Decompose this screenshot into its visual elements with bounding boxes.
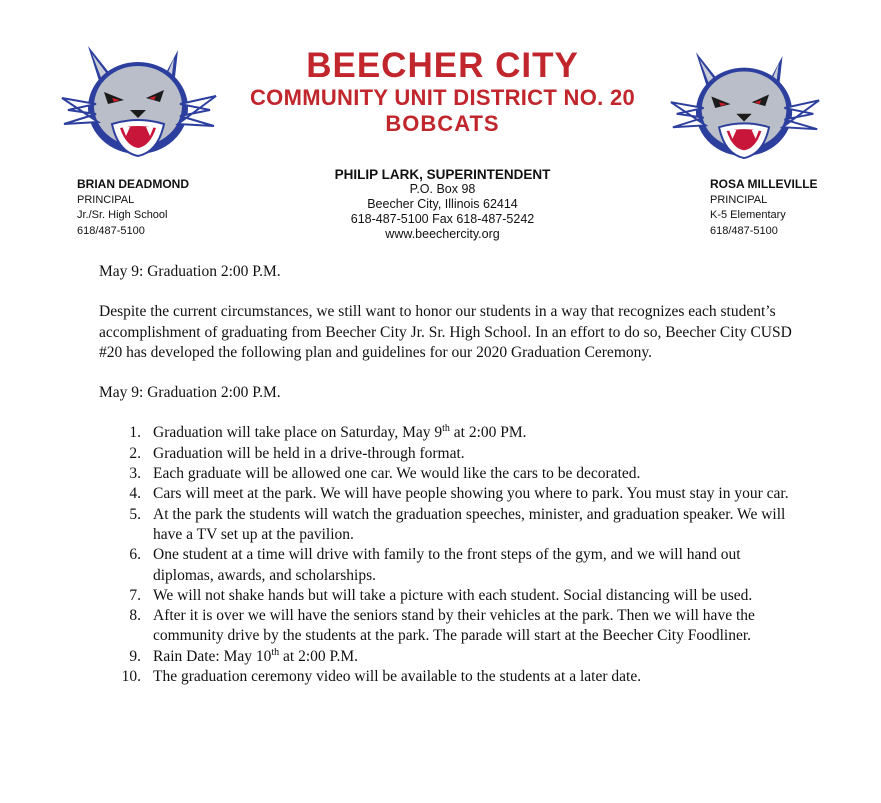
list-number: 1. — [129, 424, 141, 442]
list-text: Each graduate will be allowed one car. We would like the cars to be decorated. — [153, 465, 641, 483]
list-number: 7. — [129, 586, 141, 604]
po-box: P.O. Box 98 — [409, 182, 476, 196]
list-text: Graduation will take place on Saturday, May 9 — [153, 424, 443, 442]
list-text: Cars will meet at the park. We will have people showing you where to park. You must stay in your car. — [153, 485, 789, 503]
list-text-tail: at 2:00 PM. — [449, 424, 527, 442]
date-heading: May 9: Graduation 2:00 P.M. — [99, 384, 281, 402]
principal-title: PRINCIPAL — [77, 193, 135, 206]
phone-fax: 618-487-5100 Fax 618-487-5242 — [350, 212, 535, 226]
website-link[interactable]: www.beechercity.org — [385, 227, 500, 241]
ordinal-suffix: th — [442, 423, 450, 435]
intro-paragraph: Despite the current circumstances, we still want to honor our students in a way that recognizes each student’s accomplishment of graduating from Beecher City Jr. Sr. High School. In an effort to do so, Beecher City CUSD #20 has developed the following plan and guidelines for our 2020 Graduation Ceremony. — [99, 303, 792, 361]
list-number: 9. — [129, 647, 141, 665]
ordinal-suffix: th — [271, 646, 280, 658]
list-item — [99, 667, 804, 687]
right-principal-block — [710, 177, 818, 239]
date-heading: May 9: Graduation 2:00 P.M. — [99, 263, 281, 280]
district-name: BEECHER CITY — [306, 46, 579, 85]
left-principal-block — [77, 177, 189, 239]
list-text: Rain Date: May 10 — [153, 647, 272, 665]
district-subtitle: COMMUNITY UNIT DISTRICT NO. 20 — [249, 85, 636, 110]
list-item — [99, 484, 804, 504]
list-item — [99, 423, 804, 443]
letterhead-title — [160, 48, 725, 135]
list-number: 2. — [129, 444, 141, 462]
list-item — [99, 586, 804, 606]
list-text: We will not shake hands but will take a picture with each student. Social distancing will be used. — [153, 586, 753, 604]
principal-phone: 618/487-5100 — [710, 224, 778, 237]
guidelines-list — [99, 423, 804, 687]
list-item — [99, 444, 804, 464]
list-item — [99, 505, 804, 546]
principal-name: ROSA MILLEVILLE — [710, 177, 818, 191]
list-number: 8. — [129, 607, 141, 625]
principal-phone: 618/487-5100 — [77, 224, 145, 237]
mascot-name: BOBCATS — [385, 111, 500, 136]
list-text: One student at a time will drive with family to the front steps of the gym, and we will hand out diplomas, awards, and scholarships. — [153, 546, 741, 584]
letter-body — [99, 262, 804, 687]
principal-title: PRINCIPAL — [710, 193, 768, 206]
list-number: 10. — [121, 668, 141, 686]
list-item — [99, 647, 804, 667]
principal-school: Jr./Sr. High School — [77, 209, 168, 221]
list-number: 4. — [129, 485, 141, 503]
principal-school: K-5 Elementary — [710, 209, 786, 221]
principal-name: BRIAN DEADMOND — [77, 177, 189, 191]
list-number: 5. — [129, 505, 141, 523]
superintendent-name: PHILIP LARK, SUPERINTENDENT — [334, 167, 551, 182]
list-text-tail: at 2:00 P.M. — [279, 647, 358, 665]
list-item — [99, 545, 804, 586]
list-number: 3. — [129, 465, 141, 483]
list-text: At the park the students will watch the graduation speeches, minister, and graduation speaker. We will have a TV set up at the pavilion. — [153, 505, 786, 543]
list-text: After it is over we will have the seniors stand by their vehicles at the park. Then we will have the community drive by the students at the park. The parade will start at the Beecher City Foodliner. — [153, 607, 755, 645]
list-text: The graduation ceremony video will be available to the students at a later date. — [153, 668, 642, 686]
list-number: 6. — [129, 546, 141, 564]
city-address: Beecher City, Illinois 62414 — [367, 197, 518, 211]
list-item — [99, 464, 804, 484]
superintendent-block — [240, 167, 645, 242]
list-item — [99, 606, 804, 647]
list-text: Graduation will be held in a drive-through format. — [153, 444, 465, 462]
